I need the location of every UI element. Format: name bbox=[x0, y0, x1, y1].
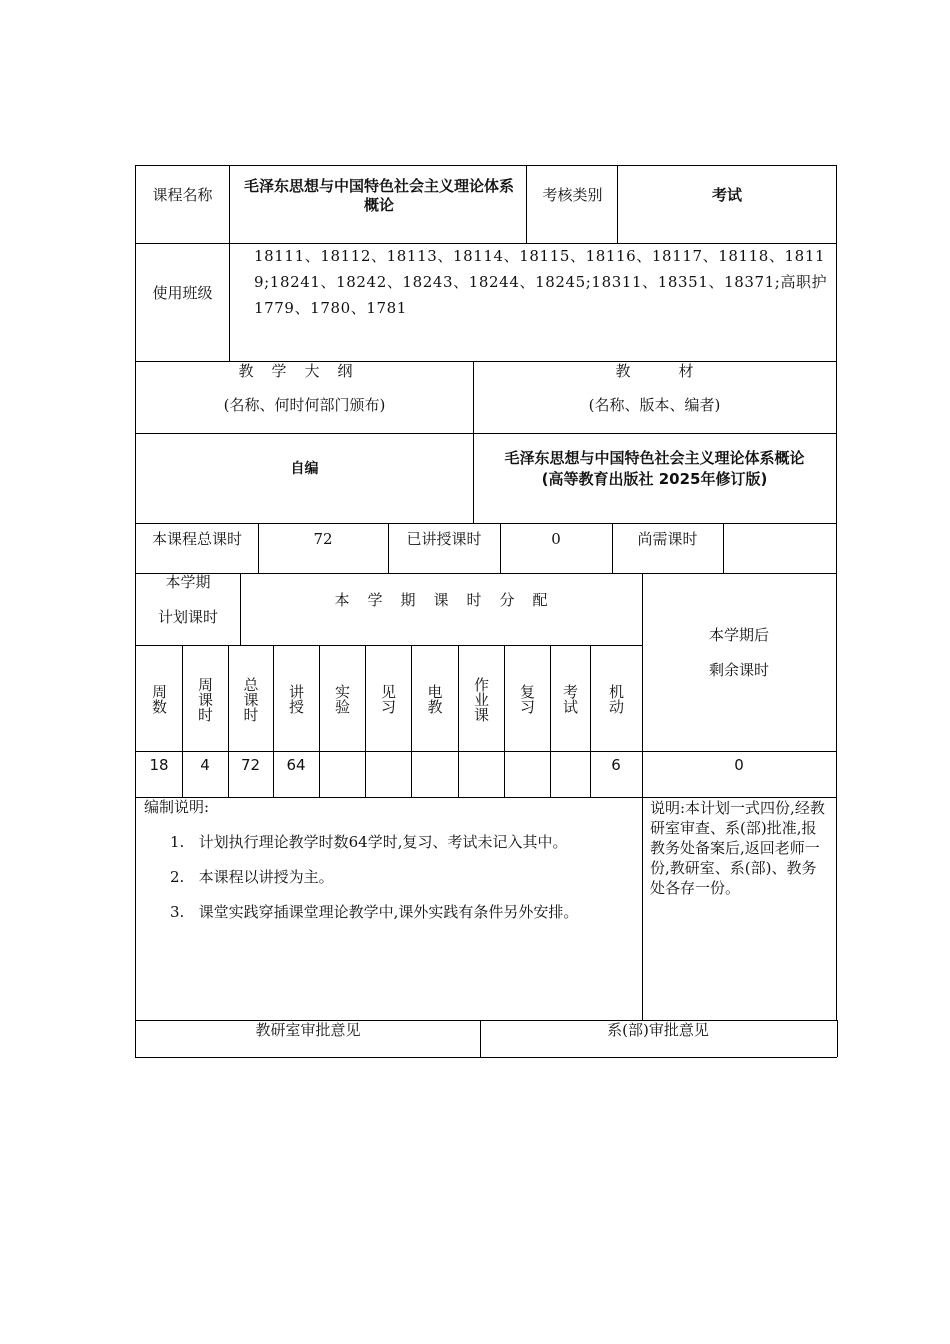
col-label-weekly-hours: 周课时 bbox=[196, 676, 214, 722]
col-label-flexible: 机动 bbox=[607, 684, 625, 714]
grid-line bbox=[617, 165, 618, 243]
col-label-media: 电教 bbox=[425, 684, 444, 714]
col-value-review bbox=[504, 752, 550, 780]
notes-side: 说明:本计划一式四份,经教研室审查、系(部)批准,报教务处备案后,返回老师一份,教研室、系(部)、教务处各存一份。 bbox=[650, 799, 825, 897]
grid-line bbox=[135, 243, 836, 244]
notes-item: 3. 课堂实践穿插课堂理论教学中,课外实践有条件另外安排。 bbox=[170, 903, 579, 922]
grid-line bbox=[365, 645, 366, 797]
textbook-value-line2: (高等教育出版社 2025年修订版) bbox=[541, 470, 768, 489]
planned-hours-label-1: 本学期 bbox=[165, 573, 211, 592]
taught-hours-label: 已讲授课时 bbox=[406, 530, 482, 549]
grid-line bbox=[240, 573, 241, 645]
col-value-exam bbox=[550, 752, 590, 780]
course-name-label: 课程名称 bbox=[152, 186, 213, 205]
col-label-review: 复习 bbox=[518, 684, 536, 714]
notes-item: 2. 本课程以讲授为主。 bbox=[170, 868, 334, 887]
remaining-hours-label: 尚需课时 bbox=[637, 530, 698, 549]
grid-line bbox=[612, 523, 613, 573]
grid-line bbox=[228, 645, 229, 797]
total-hours-label: 本课程总课时 bbox=[151, 530, 242, 549]
grid-line bbox=[723, 523, 724, 573]
planned-hours-label-2: 计划课时 bbox=[157, 608, 218, 627]
classes-label: 使用班级 bbox=[152, 284, 213, 303]
grid-line bbox=[229, 165, 230, 361]
grid-line bbox=[135, 645, 642, 646]
grid-line bbox=[135, 797, 836, 798]
grid-line bbox=[258, 523, 259, 573]
col-label-homework: 作业课 bbox=[472, 676, 490, 722]
col-value-media bbox=[411, 752, 458, 780]
notes-title: 编制说明: bbox=[144, 798, 210, 817]
grid-line bbox=[836, 165, 837, 1020]
grid-line bbox=[182, 645, 183, 797]
exam-type-label: 考核类别 bbox=[542, 186, 603, 205]
after-hours-value: 0 bbox=[734, 756, 744, 775]
col-value-lecture: 64 bbox=[286, 756, 306, 775]
grid-line bbox=[526, 165, 527, 243]
col-value-weeks: 18 bbox=[149, 756, 169, 775]
syllabus-value: 自编 bbox=[290, 460, 319, 477]
grid-line bbox=[135, 1020, 837, 1021]
grid-line bbox=[550, 645, 551, 797]
grid-line bbox=[135, 165, 136, 1057]
col-label-experiment: 实验 bbox=[333, 684, 351, 714]
col-value-total-hours: 72 bbox=[240, 756, 261, 775]
textbook-value-line1: 毛泽东思想与中国特色社会主义理论体系概论 bbox=[504, 449, 805, 468]
grid-line bbox=[504, 645, 505, 797]
notes-item: 1. 计划执行理论教学时数64学时,复习、考试未记入其中。 bbox=[170, 833, 568, 852]
grid-line bbox=[500, 523, 501, 573]
grid-line bbox=[135, 361, 836, 362]
grid-line bbox=[837, 1020, 838, 1057]
textbook-subheader: (名称、版本、编者) bbox=[588, 396, 721, 415]
distribution-label: 本学期课时分配 bbox=[334, 591, 566, 610]
col-label-weeks: 周数 bbox=[150, 684, 168, 714]
grid-line bbox=[135, 433, 836, 434]
col-label-exam: 考试 bbox=[561, 684, 579, 714]
textbook-header: 教材 bbox=[615, 362, 742, 381]
grid-line bbox=[135, 1057, 837, 1058]
grid-line bbox=[135, 165, 836, 166]
grid-line bbox=[480, 1020, 481, 1057]
col-label-internship: 见习 bbox=[379, 684, 397, 714]
grid-line bbox=[273, 645, 274, 797]
col-value-homework bbox=[458, 752, 504, 780]
office-approval-label: 教研室审批意见 bbox=[255, 1021, 361, 1040]
syllabus-header: 教学大纲 bbox=[238, 362, 371, 381]
total-hours-value: 72 bbox=[313, 530, 333, 549]
remaining-hours-value bbox=[723, 526, 836, 554]
col-value-weekly-hours: 4 bbox=[200, 756, 210, 775]
grid-line bbox=[473, 361, 474, 523]
department-approval-label: 系(部)审批意见 bbox=[607, 1021, 709, 1040]
grid-line bbox=[135, 523, 836, 524]
col-value-internship bbox=[365, 752, 411, 780]
col-value-experiment bbox=[319, 752, 365, 780]
grid-line bbox=[319, 645, 320, 797]
grid-line bbox=[135, 751, 836, 752]
col-value-flexible: 6 bbox=[611, 756, 621, 775]
after-hours-label-1: 本学期后 bbox=[708, 626, 769, 645]
taught-hours-value: 0 bbox=[551, 530, 561, 549]
grid-line bbox=[590, 645, 591, 797]
grid-line bbox=[642, 573, 643, 1020]
grid-line bbox=[411, 645, 412, 797]
grid-line bbox=[458, 645, 459, 797]
course-name-value: 毛泽东思想与中国特色社会主义理论体系概论 bbox=[243, 176, 514, 214]
exam-type-value: 考试 bbox=[711, 186, 742, 205]
grid-line bbox=[388, 523, 389, 573]
col-label-total-hours: 总课时 bbox=[241, 676, 260, 722]
syllabus-subheader: (名称、何时何部门颁布) bbox=[223, 396, 386, 415]
classes-value: 18111、18112、18113、18114、18115、18116、18117、18118、18119;18241、18242、18243、18244、18245;18311、18351、18371;高职护1779、1780、1781 bbox=[254, 247, 828, 317]
col-label-lecture: 讲授 bbox=[287, 684, 305, 714]
after-hours-label-2: 剩余课时 bbox=[708, 661, 769, 680]
